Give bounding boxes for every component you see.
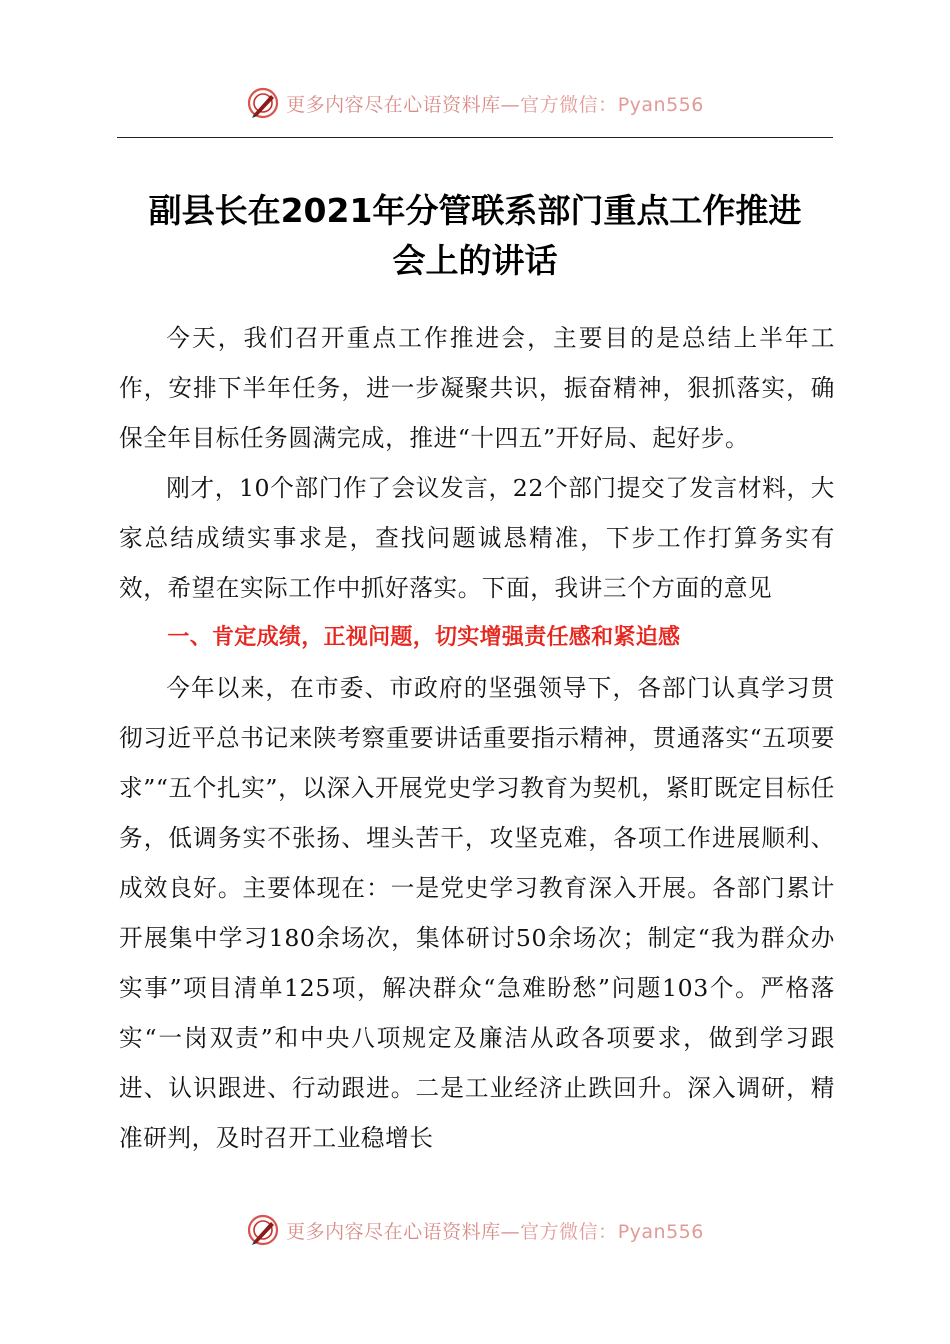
watermark-wechat-id: Pyan556: [617, 93, 704, 116]
title-line-1: 副县长在2021年分管联系部门重点工作推进: [148, 191, 802, 230]
watermark-site-name: 更多内容尽在心语资料库: [286, 93, 501, 116]
watermark-text: [286, 1217, 704, 1244]
watermark-wechat-id: Pyan556: [617, 1220, 704, 1243]
document-body: [119, 313, 835, 1163]
intro-paragraph-2: 刚才，10个部门作了会议发言，22个部门提交了发言材料，大家总结成绩实事求是，查找问题诚恳精准，下步工作打算务实有效，希望在实际工作中抓好落实。下面，我讲三个方面的意见: [119, 474, 835, 602]
section-1-heading: 一、肯定成绩，正视问题，切实增强责任感和紧迫感: [167, 625, 681, 650]
watermark-site-name: 更多内容尽在心语资料库: [286, 1220, 501, 1243]
watermark-text: [286, 90, 704, 117]
intro-paragraph-1: 今天，我们召开重点工作推进会，主要目的是总结上半年工作，安排下半年任务，进一步凝聚共识，振奋精神，狠抓落实，确保全年目标任务圆满完成，推进“十四五”开好局、起好步。: [119, 324, 835, 452]
watermark-separator: —: [500, 93, 521, 116]
pen-logo-icon: [246, 86, 280, 120]
pen-logo-icon: [246, 1213, 280, 1247]
title-line-2: 会上的讲话: [392, 241, 558, 280]
watermark-separator: —: [500, 1220, 521, 1243]
header-watermark-banner: [0, 85, 950, 121]
header-divider: [117, 137, 833, 138]
watermark-wechat-label: 官方微信：: [520, 1220, 618, 1243]
watermark-wechat-label: 官方微信：: [520, 93, 618, 116]
footer-watermark-banner: [0, 1212, 950, 1248]
document-title: [100, 186, 850, 286]
section-1-paragraph: 今年以来，在市委、市政府的坚强领导下，各部门认真学习贯彻习近平总书记来陕考察重要讲话重要指示精神，贯通落实“五项要求”“五个扎实”，以深入开展党史学习教育为契机，紧盯既定目标任务，低调务实不张扬、埋头苦干，攻坚克难，各项工作进展顺利、成效良好。主要体现在：一是党史学习教育深入开展。各部门累计开展集中学习180余场次，集体研讨50余场次；制定“我为群众办实事”项目清单125项，解决群众“急难盼愁”问题103个。严格落实“一岗双责”和中央八项规定及廉洁从政各项要求，做到学习跟进、认识跟进、行动跟进。二是工业经济止跌回升。深入调研，精准研判，及时召开工业稳增长: [119, 674, 835, 1152]
